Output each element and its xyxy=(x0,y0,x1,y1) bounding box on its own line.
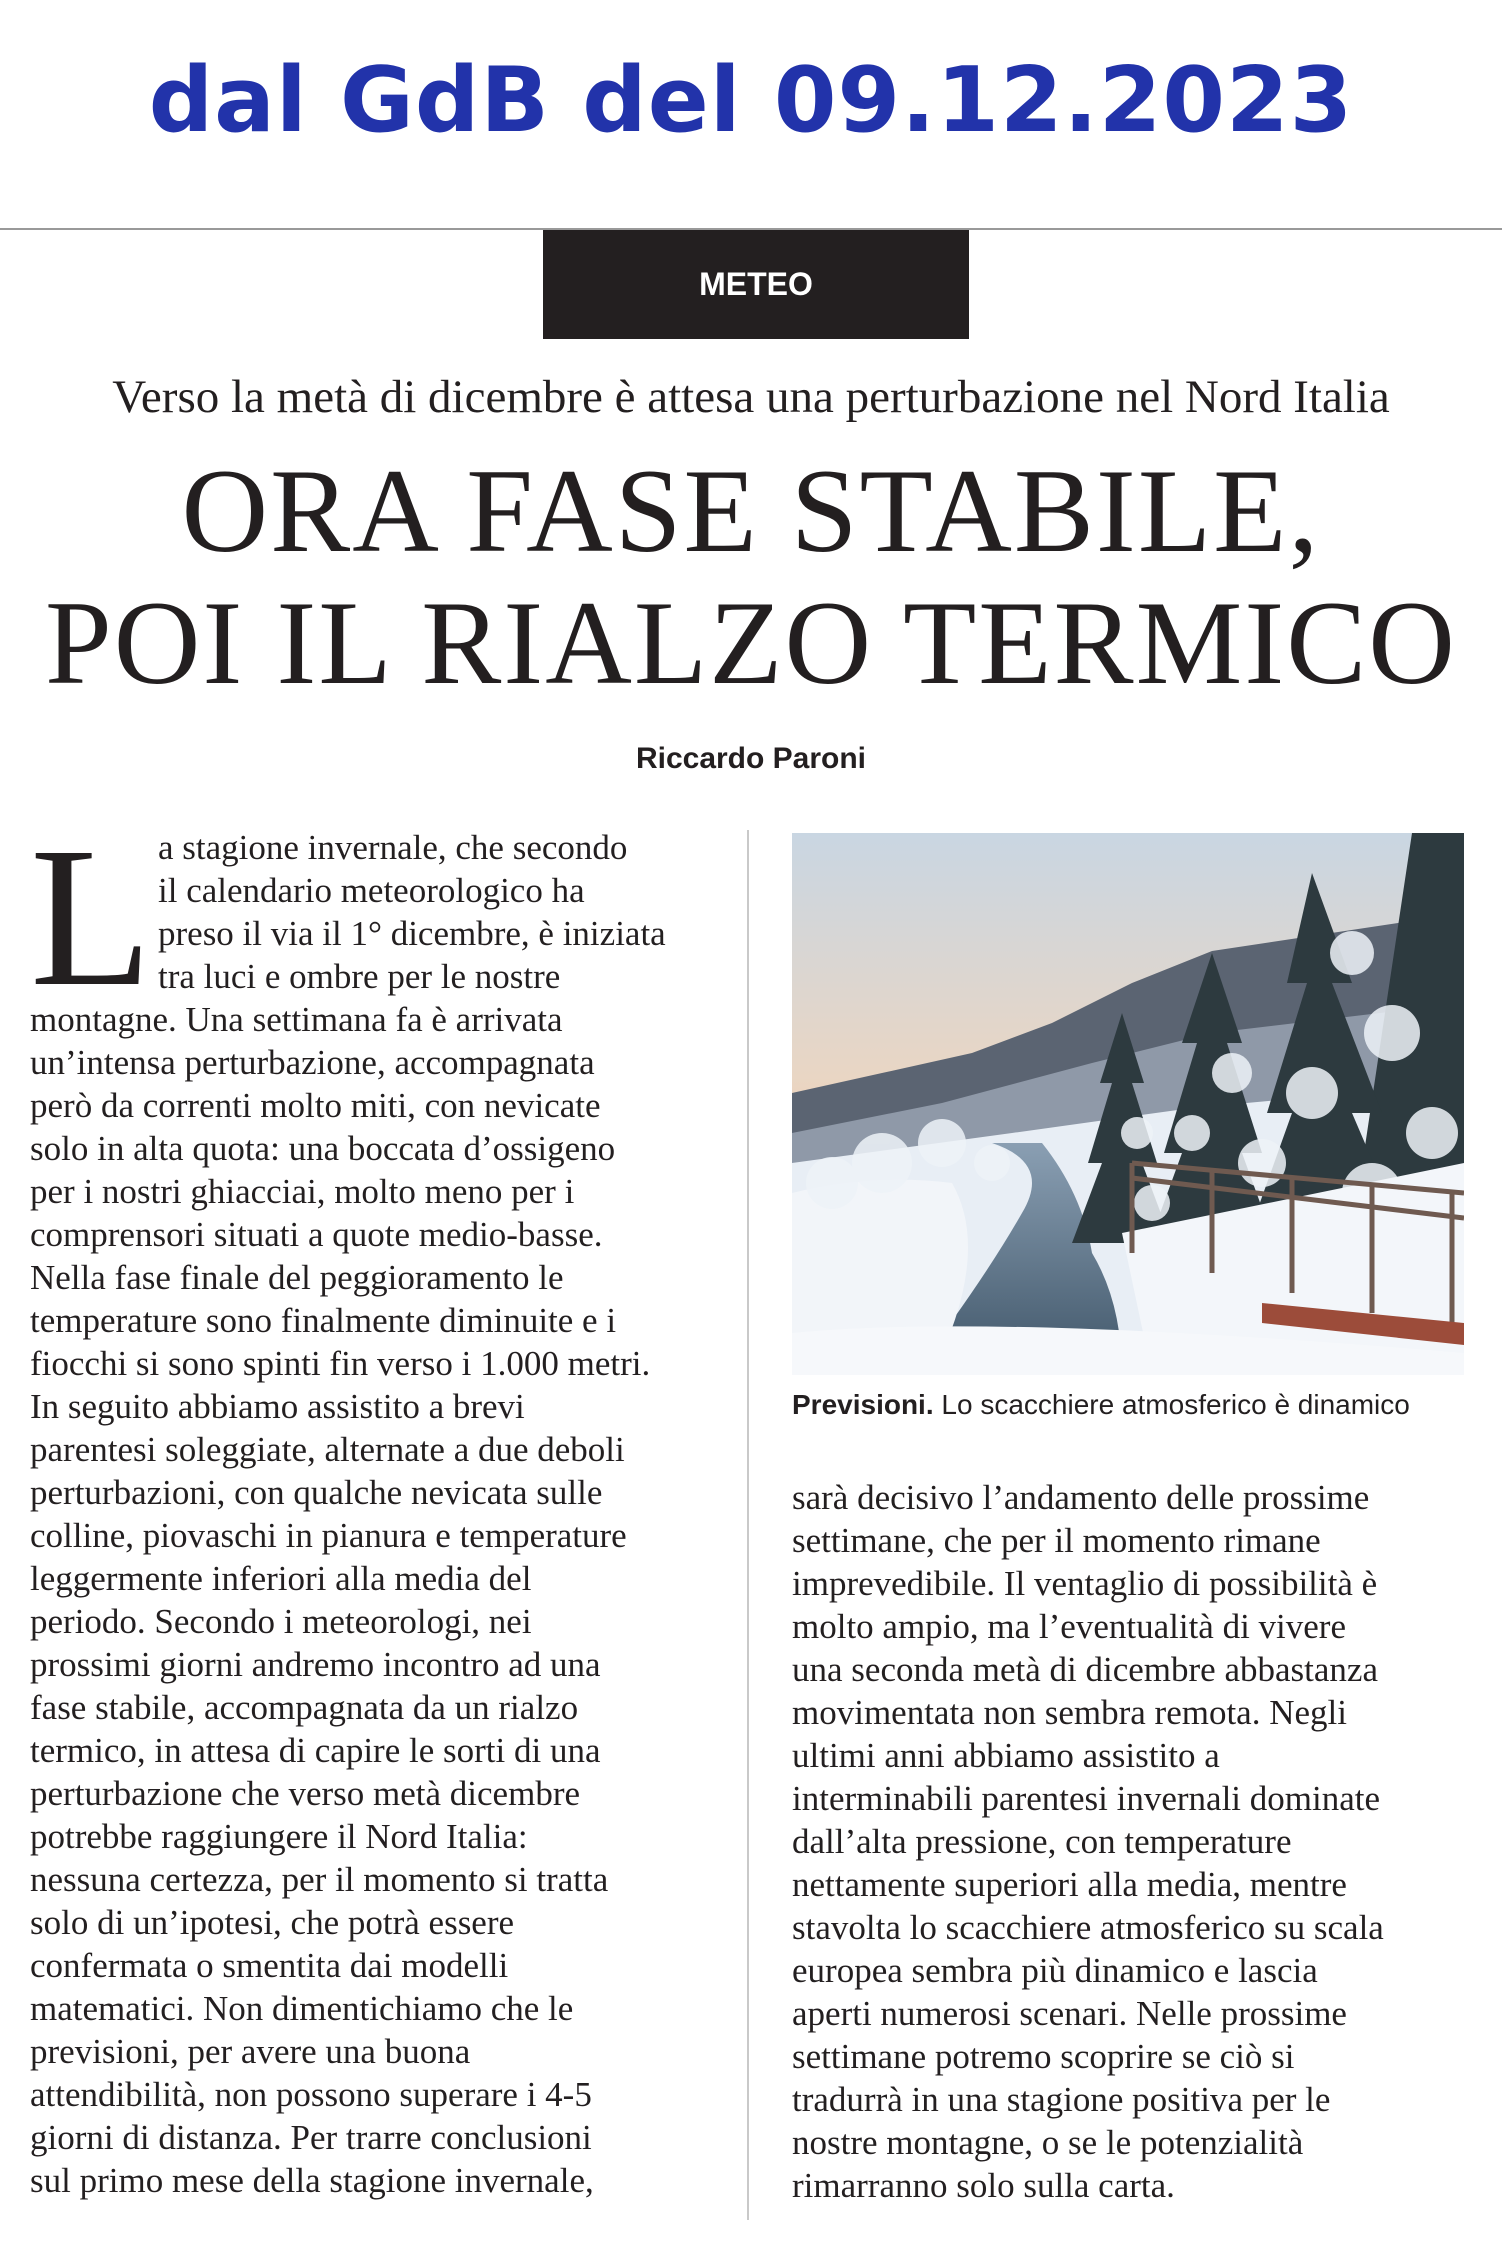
article-line: solo in alta quota: una boccata d’ossigeno xyxy=(30,1129,616,1168)
article-line: parentesi soleggiate, alternate a due deboli xyxy=(30,1430,625,1469)
byline: Riccardo Paroni xyxy=(635,742,867,775)
article-line: montagne. Una settimana fa è arrivata xyxy=(30,1000,563,1039)
caption-text: Lo scacchiere atmosferico è dinamico xyxy=(933,1389,1410,1420)
article-line: giorni di distanza. Per trarre conclusioni xyxy=(30,2118,592,2157)
article-line: nessuna certezza, per il momento si tratta xyxy=(30,1860,609,1899)
article-line: attendibilità, non possono superare i 4-5 xyxy=(30,2075,592,2114)
article-line: nostre montagne, o se le potenzialità xyxy=(792,2123,1304,2162)
photo-caption xyxy=(792,1389,1482,1421)
article-line: molto ampio, ma l’eventualità di vivere xyxy=(792,1607,1347,1646)
article-line: una seconda metà di dicembre abbastanza xyxy=(792,1650,1378,1689)
article-line: per i nostri ghiacciai, molto meno per i xyxy=(30,1172,575,1211)
article-line: perturbazioni, con qualche nevicata sulle xyxy=(30,1473,603,1512)
article-line: il calendario meteorologico ha xyxy=(158,871,585,910)
headline-line-1: ORA FASE STABILE, xyxy=(181,444,1321,577)
article-line: nettamente superiori alla media, mentre xyxy=(792,1865,1347,1904)
article-line: a stagione invernale, che secondo xyxy=(158,828,628,867)
article-line: un’intensa perturbazione, accompagnata xyxy=(30,1043,595,1082)
article-line: prossimi giorni andremo incontro ad una xyxy=(30,1645,601,1684)
article-line: fiocchi si sono spinti fin verso i 1.000 metri. xyxy=(30,1344,651,1383)
article-line: movimentata non sembra remota. Negli xyxy=(792,1693,1347,1732)
article-line: colline, piovaschi in pianura e temperature xyxy=(30,1516,627,1555)
snowy-river-photo xyxy=(792,833,1464,1375)
article-line: potrebbe raggiungere il Nord Italia: xyxy=(30,1817,528,1856)
article-line: rimarranno solo sulla carta. xyxy=(792,2166,1175,2205)
article-line: Nella fase finale del peggioramento le xyxy=(30,1258,564,1297)
article-line: settimane potremo scoprire se ciò si xyxy=(792,2037,1295,2076)
kicker: Verso la metà di dicembre è attesa una perturbazione nel Nord Italia xyxy=(112,371,1390,423)
article-line: settimane, che per il momento rimane xyxy=(792,1521,1321,1560)
article-line: dall’alta pressione, con temperature xyxy=(792,1822,1292,1861)
article-line: stavolta lo scacchiere atmosferico su scala xyxy=(792,1908,1384,1947)
column-divider xyxy=(747,830,749,2220)
article-line: tradurrà in una stagione positiva per le xyxy=(792,2080,1331,2119)
article-photo xyxy=(792,833,1464,1375)
article-line: comprensori situati a quote medio-basse. xyxy=(30,1215,603,1254)
section-label: METEO xyxy=(699,266,813,302)
article-line: aperti numerosi scenari. Nelle prossime xyxy=(792,1994,1347,2033)
headline-line-2: POI IL RIALZO TERMICO xyxy=(45,576,1457,709)
article-line: perturbazione che verso metà dicembre xyxy=(30,1774,581,1813)
article-line: solo di un’ipotesi, che potrà essere xyxy=(30,1903,515,1942)
article-line: ultimi anni abbiamo assistito a xyxy=(792,1736,1220,1775)
source-title: dal GdB del 09.12.2023 xyxy=(148,48,1354,153)
article-line: temperature sono finalmente diminuite e i xyxy=(30,1301,617,1340)
article-line: imprevedibile. Il ventaglio di possibilità è xyxy=(792,1564,1378,1603)
article-line: tra luci e ombre per le nostre xyxy=(158,957,561,996)
article-line: fase stabile, accompagnata da un rialzo xyxy=(30,1688,579,1727)
article-line: confermata o smentita dai modelli xyxy=(30,1946,509,1985)
article-line: però da correnti molto miti, con nevicate xyxy=(30,1086,601,1125)
article-line: previsioni, per avere una buona xyxy=(30,2032,471,2071)
article-line: europea sembra più dinamico e lascia xyxy=(792,1951,1318,1990)
article-right-column xyxy=(792,1476,1482,2207)
article-line: periodo. Secondo i meteorologi, nei xyxy=(30,1602,532,1641)
article-line: sarà decisivo l’andamento delle prossime xyxy=(792,1478,1370,1517)
section-tag xyxy=(543,230,969,339)
caption-label: Previsioni. xyxy=(792,1389,934,1420)
article-line: In seguito abbiamo assistito a brevi xyxy=(30,1387,525,1426)
article-line: interminabili parentesi invernali dominate xyxy=(792,1779,1381,1818)
article-line: matematici. Non dimentichiamo che le xyxy=(30,1989,574,2028)
article-line: sul primo mese della stagione invernale, xyxy=(30,2161,594,2200)
headline xyxy=(0,445,1502,709)
article-line: preso il via il 1° dicembre, è iniziata xyxy=(158,914,666,953)
article-line: leggermente inferiori alla media del xyxy=(30,1559,532,1598)
drop-cap: L xyxy=(30,807,153,1028)
article-line: termico, in attesa di capire le sorti di una xyxy=(30,1731,601,1770)
article-left-column xyxy=(30,807,712,2202)
